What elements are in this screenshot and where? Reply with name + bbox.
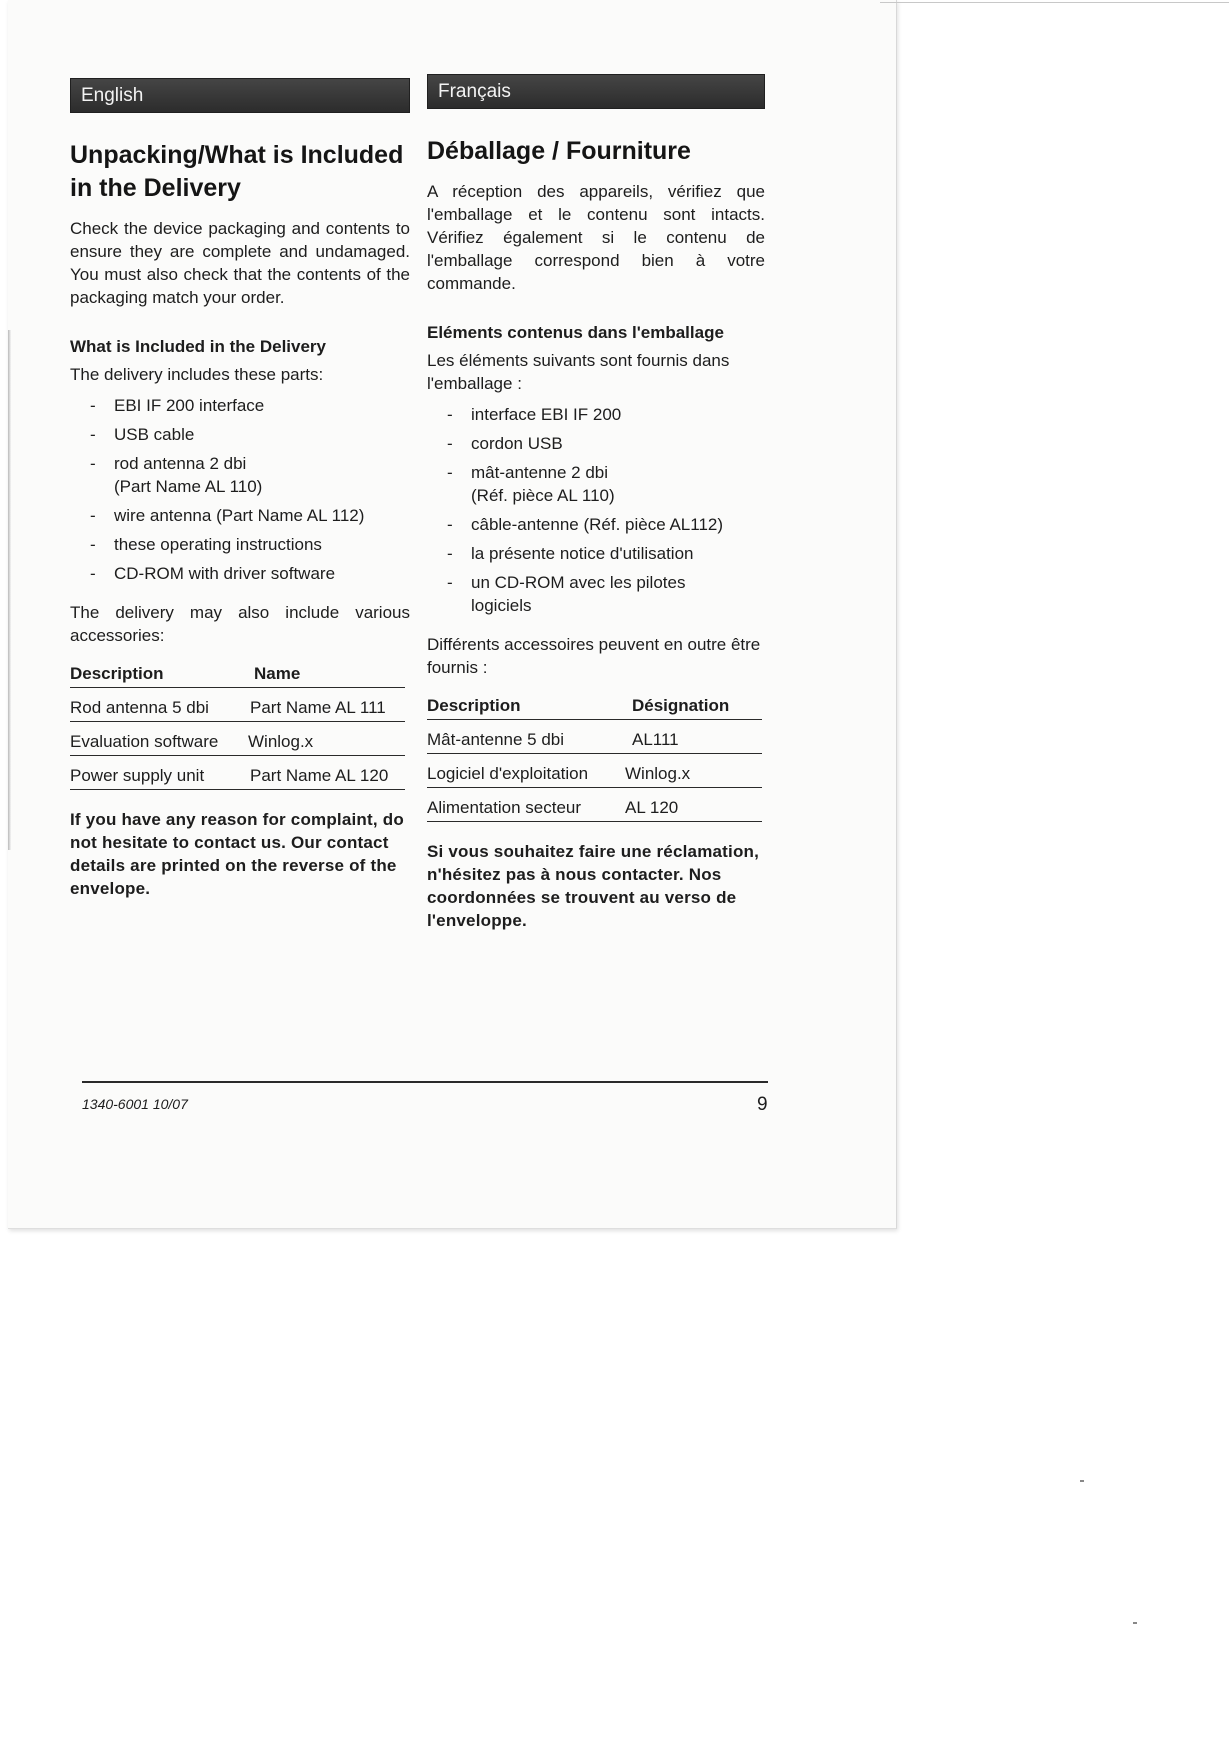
page-number: 9 [757, 1094, 768, 1115]
page-edge-shadow [8, 330, 11, 850]
english-intro: Check the device packaging and contents to ensure they are complete and undamaged. You must also check that the contents of the packaging match your order. [70, 219, 410, 307]
list-item: - cordon USB [447, 434, 563, 453]
document-code: 1340-6001 10/07 [82, 1096, 188, 1112]
table-row: Mât-antenne 5 dbi AL111 [427, 729, 762, 754]
french-language-bar: Français [427, 74, 765, 109]
english-language-bar: English [70, 78, 410, 113]
french-accessories-table [427, 695, 762, 822]
french-accessories-intro: Différents accessoires peuvent en outre être fournis : [427, 635, 761, 677]
french-title: Déballage / Fourniture [427, 137, 691, 165]
list-item: - câble-antenne (Réf. pièce AL112) [447, 515, 724, 534]
table-header-row: Description Désignation [427, 695, 762, 720]
list-item: - la présente notice d'utilisation [447, 544, 694, 563]
scan-speck [1080, 1480, 1084, 1482]
english-subheading: What is Included in the Delivery [70, 337, 326, 356]
table-row: Alimentation secteur AL 120 [427, 797, 762, 822]
list-item: - rod antenna 2 dbi (Part Name AL 110) [90, 454, 263, 496]
english-title: Unpacking/What is Included in the Delivery [70, 141, 404, 202]
english-accessories-intro: The delivery may also include various accessories: [70, 603, 410, 645]
next-page-edge [880, 2, 1229, 3]
list-item: - wire antenna (Part Name AL 112) [90, 506, 365, 525]
list-item: - un CD-ROM avec les pilotes logiciels [447, 573, 686, 615]
french-subheading: Eléments contenus dans l'emballage [427, 323, 724, 342]
french-intro: A réception des appareils, vérifiez que l'emballage et le contenu sont intacts. Vérifiez également si le contenu de l'emballage correspond bien à votre commande. [427, 182, 765, 293]
table-row: Logiciel d'exploitation Winlog.x [427, 763, 762, 788]
footer-rule [82, 1081, 768, 1083]
english-accessories-table [70, 663, 405, 790]
french-parts-intro: Les éléments suivants sont fournis dans l'emballage : [427, 351, 730, 393]
table-header-row: Description Name [70, 663, 405, 688]
list-item: - USB cable [90, 425, 195, 444]
table-row: Evaluation software Winlog.x [70, 731, 405, 756]
french-column [427, 74, 765, 932]
table-row: Rod antenna 5 dbi Part Name AL 111 [70, 697, 405, 722]
english-complaint-notice: If you have any reason for complaint, do not hesitate to contact us. Our contact details are printed on the reverse of the envelope. [70, 810, 404, 898]
list-item: - CD-ROM with driver software [90, 564, 336, 583]
english-column [70, 78, 410, 900]
table-row: Power supply unit Part Name AL 120 [70, 765, 405, 790]
list-item: - mât-antenne 2 dbi (Réf. pièce AL 110) [447, 463, 615, 505]
list-item: - interface EBI IF 200 [447, 405, 622, 424]
scan-speck [1133, 1622, 1137, 1624]
english-parts-list [70, 394, 410, 585]
french-parts-list [427, 403, 765, 617]
list-item: - these operating instructions [90, 535, 322, 554]
english-parts-intro: The delivery includes these parts: [70, 365, 324, 384]
list-item: - EBI IF 200 interface [90, 396, 265, 415]
french-complaint-notice: Si vous souhaitez faire une réclamation, n'hésitez pas à nous contacter. Nos coordonnées se trouvent au verso de l'enveloppe. [427, 842, 760, 930]
